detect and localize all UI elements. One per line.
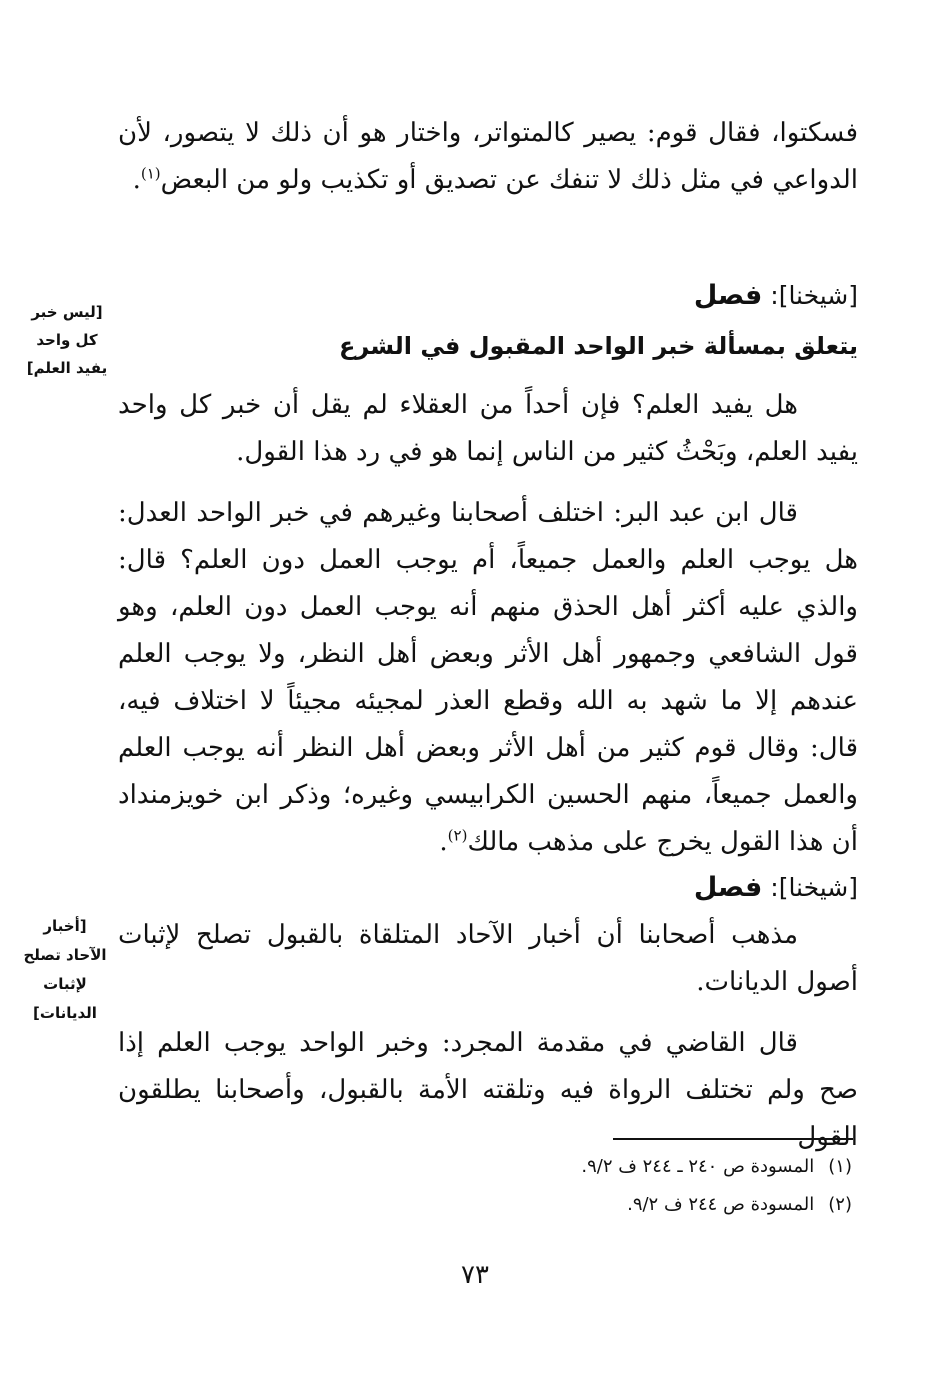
footnote-2-text: المسودة ص ٢٤٤ ف ٩/٢. xyxy=(627,1194,815,1215)
section2-heading xyxy=(694,868,858,908)
section2-paragraph1: مذهب أصحابنا أن أخبار الآحاد المتلقاة بالقبول تصلح لإثبات أصول الديانات. xyxy=(118,920,858,997)
section1-paragraph2-end: . xyxy=(439,827,448,857)
footnote-1-number: (١) xyxy=(828,1156,852,1177)
footnote-ref-1[interactable]: (١) xyxy=(140,164,161,183)
section2-paragraph2: قال القاضي في مقدمة المجرد: وخبر الواحد يوجب العلم إذا صح ولم تختلف الرواة فيه وتلقته الأمة بالقبول، وأصحابنا يطلقون القول xyxy=(118,1028,858,1152)
footnote-1 xyxy=(581,1152,852,1182)
section1-paragraph1: هل يفيد العلم؟ فإن أحداً من العقلاء لم يقل أن خبر كل واحد يفيد العلم، وبَحْثُ كثير من الناس إنما هو في رد هذا القول. xyxy=(118,390,858,467)
section1-paragraph2-text: قال ابن عبد البر: اختلف أصحابنا وغيرهم في خبر الواحد العدل: هل يوجب العلم والعمل جميعاً، أم يوجب العمل دون العلم؟ قال: والذي عليه أكثر أهل الحذق منهم أنه يوجب العمل دون العلم، وهو قول الشافعي وجمهور أهل الأثر وبعض أهل النظر، ولا يوجب العلم عندهم إلا ما شهد به الله وقطع العذر لمجيئه مجيئاً لا اختلاف فيه، قال: وقال قوم كثير من أهل الأثر وبعض أهل النظر أنه يوجب العلم والعمل جميعاً، منهم الحسين الكرابيسي وغيره؛ وذكر ابن خويزمنداد أن هذا القول يخرج على مذهب مالك xyxy=(118,498,858,857)
footnote-1-text: المسودة ص ٢٤٠ ـ ٢٤٤ ف ٩/٢. xyxy=(581,1156,815,1177)
continuation-text: فسكتوا، فقال قوم: يصير كالمتواتر، واختار هو أن ذلك لا يتصور، لأن الدواعي في مثل ذلك لا تنفك عن تصديق أو تكذيب ولو من البعض xyxy=(118,118,858,195)
section1-subtitle: يتعلق بمسألة خبر الواحد المقبول في الشرع xyxy=(339,332,858,360)
continuation-end: . xyxy=(132,165,141,195)
section2-title: فصل xyxy=(693,872,763,903)
section1-paragraph2 xyxy=(118,490,858,866)
continuation-paragraph xyxy=(118,110,858,204)
footnote-ref-2[interactable]: (٢) xyxy=(447,826,468,845)
section1-margin-note: [ليس خبر كل واحد يفيد العلم] xyxy=(26,303,108,377)
section1-title: فصل xyxy=(693,280,763,311)
footnote-separator xyxy=(613,1138,853,1140)
page-number: ٧٣ xyxy=(461,1260,489,1290)
section1-heading xyxy=(694,276,858,316)
footnote-2-number: (٢) xyxy=(828,1194,852,1215)
footnote-2 xyxy=(627,1190,852,1220)
section1-label: [شيخنا]: xyxy=(770,281,858,310)
section2-margin-note: [أخبار الآحاد تصلح لإثبات الديانات] xyxy=(23,917,107,1022)
section2-label: [شيخنا]: xyxy=(770,873,858,902)
